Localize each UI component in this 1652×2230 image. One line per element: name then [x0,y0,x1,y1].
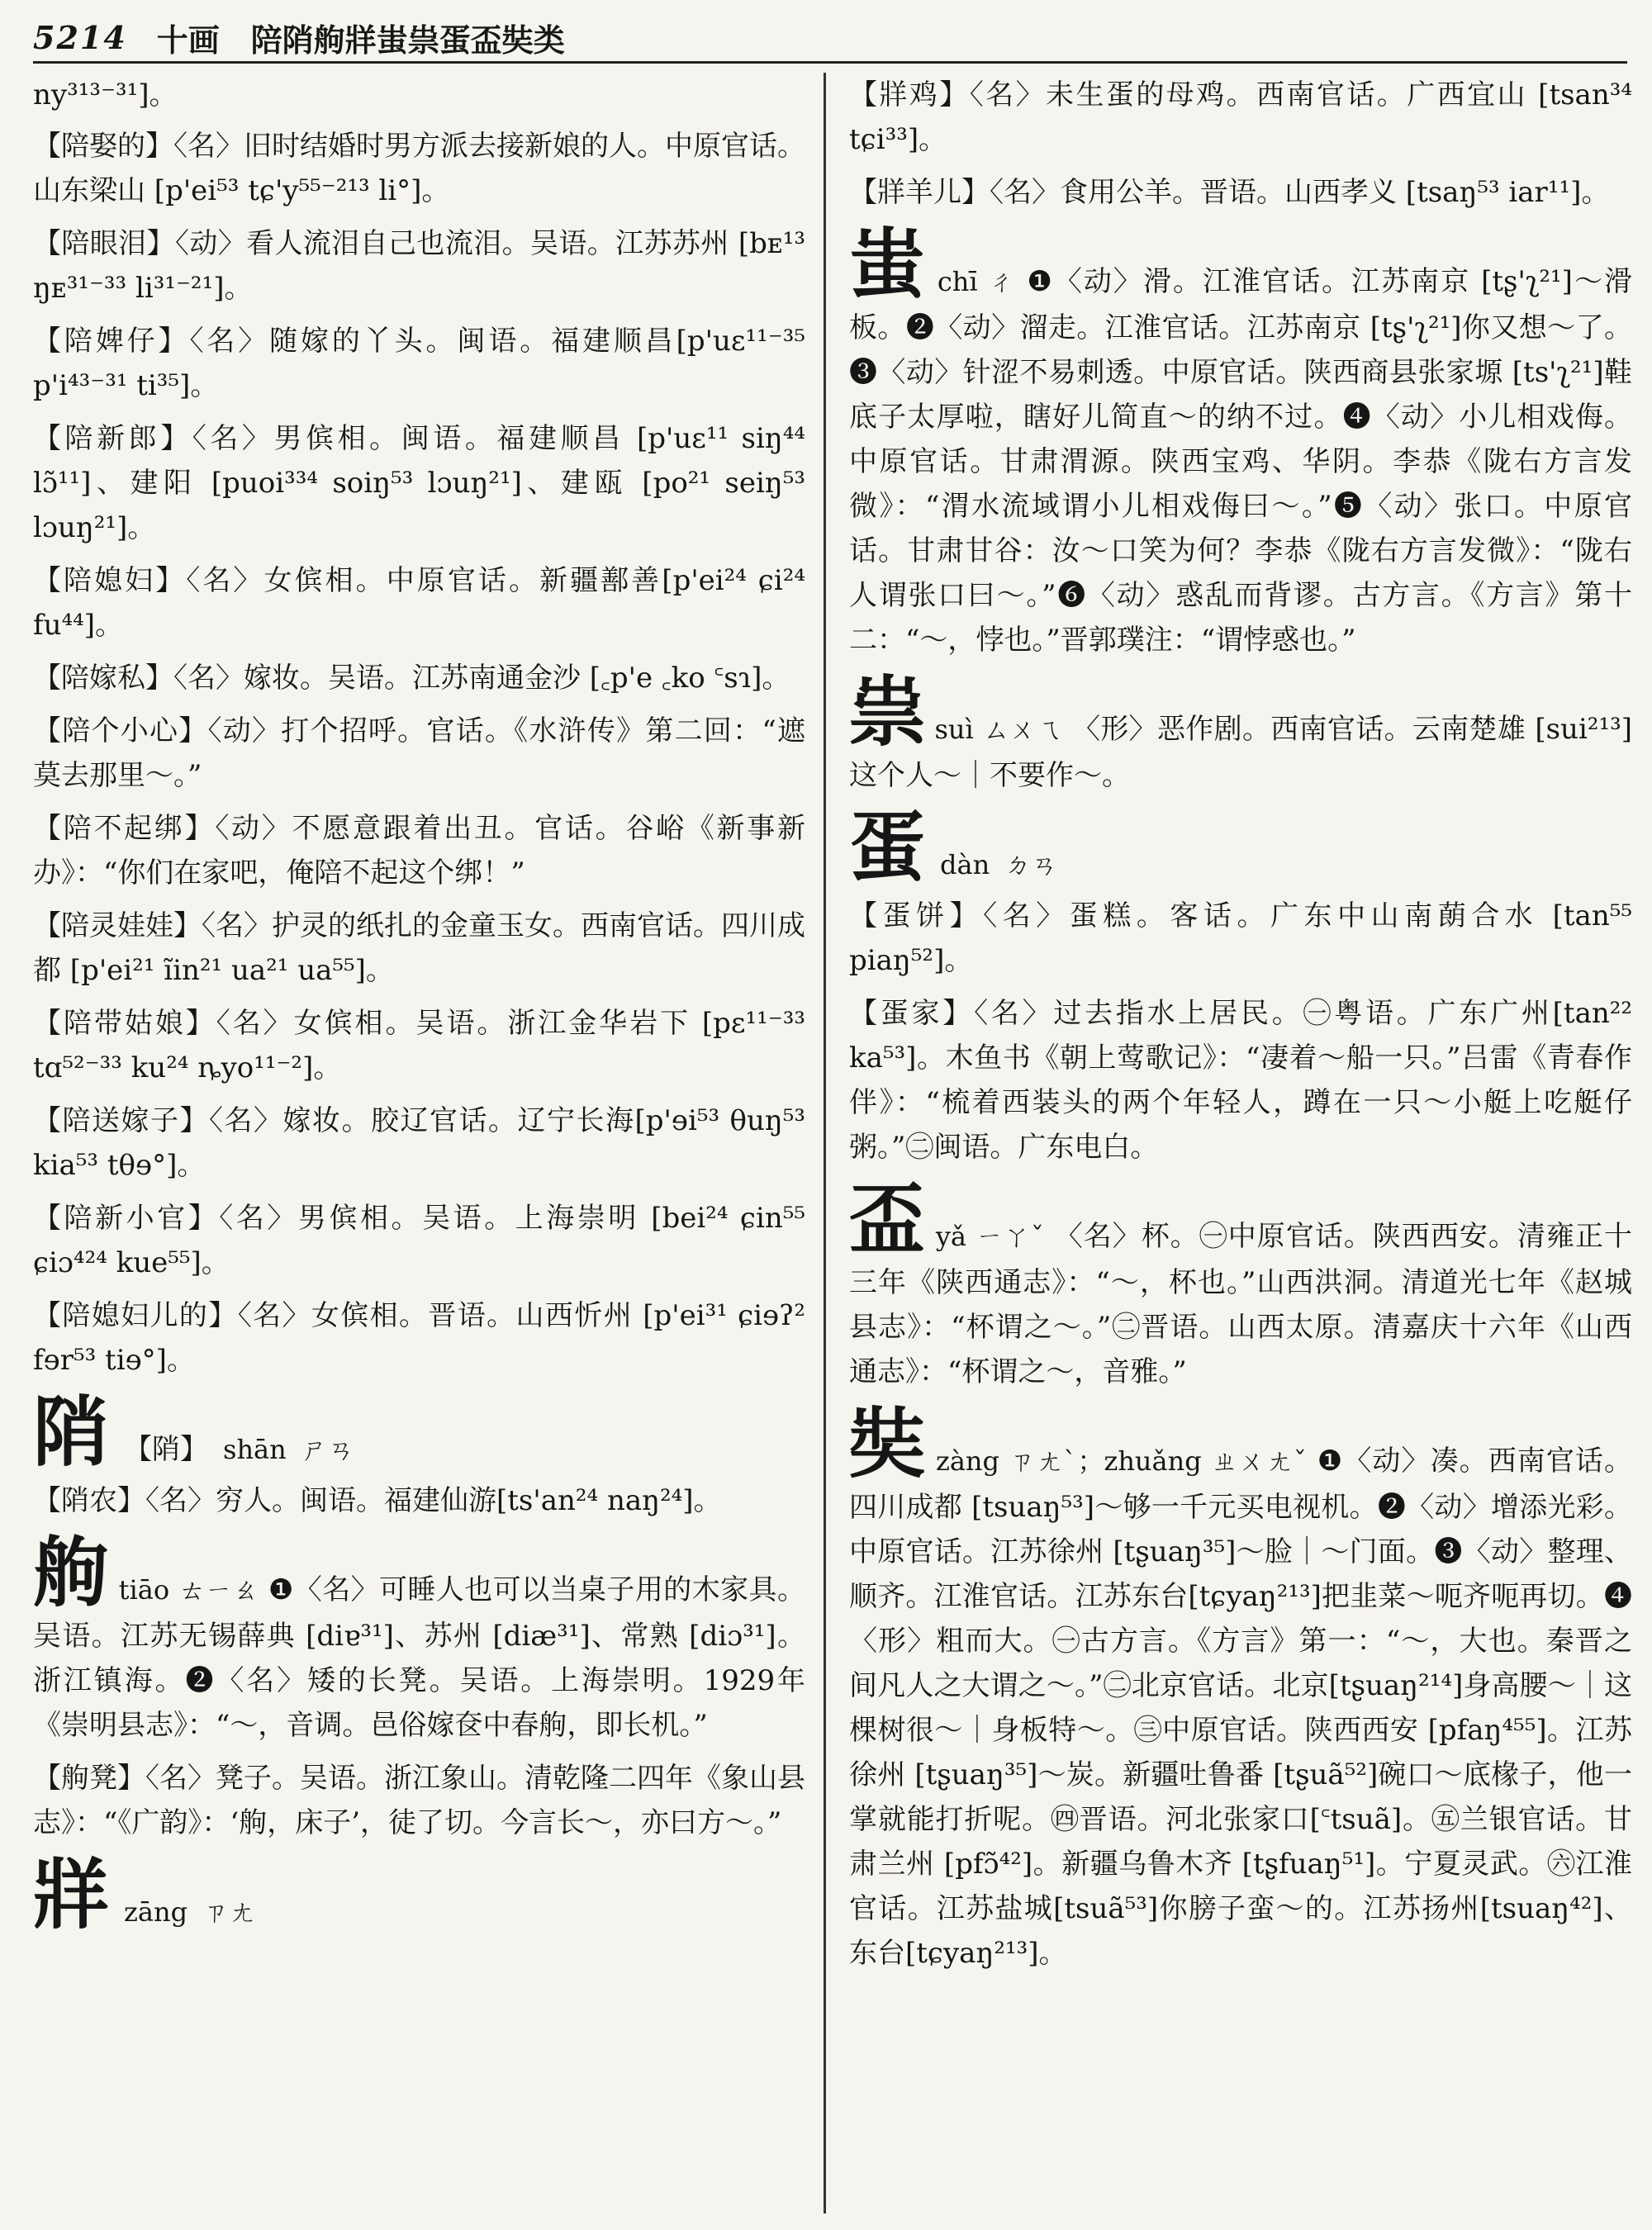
left-column [33,73,805,2220]
head-character: 奘 [849,1399,927,1488]
running-title: 十画 陪陗䑦牂蚩祟蛋盃奘类 [156,21,565,59]
dictionary-entry: 【陪婢仔】〈名〉随嫁的丫头。闽语。福建顺昌[p'uɛ¹¹⁻³⁵ p'i⁴³⁻³¹ ti³⁵]。 [33,325,805,402]
head-character: 盃 [849,1174,927,1264]
zhuyin: ㄕㄢ [301,1434,354,1465]
head-character-block [849,1174,1632,1394]
dictionary-entry: 【蛋家】〈名〉过去指水上居民。㊀粤语。广东广州[tan²² ka⁵³]。木鱼书《朝上莺歌记》：“凄着～船一只。”吕雷《青春作伴》：“梳着西装头的两个年轻人，蹲在一只～小艇上吃艇仔粥。”㊁闽语。广东电白。 [849,997,1632,1164]
head-character: 蛋 [849,803,926,892]
page-number: 5214 [33,18,127,56]
head-character: 蚩 [849,220,928,309]
head-character-block [849,803,1632,892]
zhuyin: ㄙㄨㄟ [982,714,1063,745]
dictionary-entry: 【蛋饼】〈名〉蛋糕。客话。广东中山南蓢合水 [tan⁵⁵ piaŋ⁵²]。 [849,899,1632,977]
pinyin: chī [937,266,978,297]
dictionary-entry: 【陪娶的】〈名〉旧时结婚时男方派去接新娘的人。中原官话。山东梁山 [p'ei⁵³ tɕ'y⁵⁵⁻²¹³ li°]。 [33,130,805,207]
dictionary-entry: 【陪个小心】〈动〉打个招呼。官话。《水浒传》第二回：“遮莫去那里～。” [33,714,805,792]
column-divider [824,73,826,2213]
head-character: 陗 [33,1388,110,1477]
right-column [849,73,1632,2220]
definition-text: ❶〈动〉凑。西南官话。四川成都 [tsuaŋ⁵³]～够一千元买电视机。❷〈动〉增添光彩。中原官话。江苏徐州 [tʂuaŋ³⁵]～脸｜～门面。❸〈动〉整理、顺齐。江淮官话。江苏东台[tɕyaŋ²¹³]把韭菜～呃齐呃再切。❹〈形〉粗而大。㊀古方言。《方言》第一：“～，大也。秦晋之间凡人之大谓之～。”㊁北京官话。北京[tʂuaŋ²¹⁴]身高腰～｜这棵树很～｜身板特～。㊂中原官话。陕西西安 [pfaŋ⁴⁵⁵]。江苏徐州 [tʂuaŋ³⁵]～炭。新疆吐鲁番 [tʂuã⁵²]碗口～底椽子，他一掌就能打折呢。㊃晋语。河北张家口[꜂tsuã]。㊄兰银官话。甘肃兰州 [pfɔ̃⁴²]。新疆乌鲁木齐 [tʂfuaŋ⁵¹]。宁夏灵武。㊅江淮官话。江苏盐城[tsuã⁵³]你膀子蛮～的。江苏扬州[tsuaŋ⁴²]、东台[tɕyaŋ²¹³]。 [849,1445,1632,1970]
zhuyin: ㄧㄚˇ [976,1221,1045,1252]
pinyin: zāng [124,1896,188,1928]
definition-text: ❶〈动〉滑。江淮官话。江苏南京 [tʂ'ʅ²¹]～滑板。❷〈动〉溜走。江淮官话。江苏南京 [tʂ'ʅ²¹]你又想～了。❸〈动〉针涩不易刺透。中原官话。陕西商县张家塬 [ts'ʅ²¹]鞋底子太厚啦，瞎好儿简直～的纳不过。❹〈动〉小儿相戏侮。中原官话。甘肃渭源。陕西宝鸡、华阴。李恭《陇右方言发微》：“渭水流域谓小儿相戏侮曰～。”❺〈动〉张口。中原官话。甘肃甘谷：汝～口笑为何？李恭《陇右方言发微》：“陇右人谓张口曰～。”❻〈动〉惑乱而背谬。古方言。《方言》第十二：“～，悖也。”晋郭璞注：“谓悖惑也。” [849,265,1632,657]
zhuyin: ㄉㄢ [1004,849,1058,880]
pinyin: zàng ㄗㄤˋ；zhuǎng [935,1445,1202,1477]
pinyin: tiāo [118,1574,170,1606]
head-character-block [33,1388,805,1477]
dictionary-entry: 【陪眼泪】〈动〉看人流泪自己也流泪。吴语。江苏苏州 [bᴇ¹³ ŋᴇ³¹⁻³³ li³¹⁻²¹]。 [33,227,805,305]
head-character: 䑦 [33,1528,110,1617]
definition-text: 〈名〉杯。㊀中原官话。陕西西安。清雍正十三年《陕西通志》：“～，杯也。”山西洪洞。清道光七年《赵城县志》：“杯谓之～。”㊁晋语。山西太原。清嘉庆十六年《山西通志》：“杯谓之～，音雅。” [849,1220,1632,1388]
definition-text: 〈形〉恶作剧。西南官话。云南楚雄 [sui²¹³]这个人～｜不要作～。 [849,713,1632,792]
head-character: 牂 [33,1850,110,1939]
head-character-block [849,667,1632,798]
pinyin: dàn [940,849,990,880]
head-character-block [849,1399,1632,1976]
dictionary-entry: 【牂鸡】〈名〉未生蛋的母鸡。西南官话。广西宜山 [tsan³⁴ tɕi³³]。 [849,78,1632,156]
dictionary-entry: 【陪带姑娘】〈名〉女傧相。吴语。浙江金华岩下 [pɛ¹¹⁻³³ tɑ⁵²⁻³³ ku²⁴ ȵyo¹¹⁻²]。 [33,1007,805,1084]
dictionary-entry: 【陪新郎】〈名〉男傧相。闽语。福建顺昌 [p'uɛ¹¹ siŋ⁴⁴ lɔ̃¹¹]、建阳 [puoi³³⁴ soiŋ⁵³ lɔuŋ²¹]、建瓯 [po²¹ seiŋ⁵³ lɔuŋ²¹]。 [33,422,805,544]
page-header [33,13,1627,64]
head-character-block [33,1850,805,1939]
dictionary-entry: 【陪灵娃娃】〈名〉护灵的纸扎的金童玉女。西南官话。四川成都 [p'ei²¹ ĩin²¹ ua²¹ ua⁵⁵]。 [33,909,805,987]
dictionary-entry: 【陪新小官】〈名〉男傧相。吴语。上海崇明 [bei²⁴ ɕin⁵⁵ ɕiɔ⁴²⁴ kue⁵⁵]。 [33,1202,805,1279]
dictionary-entry: 【䑦凳】〈名〉凳子。吴语。浙江象山。清乾隆二四年《象山县志》：“《广韵》：‘䑦，床子’，徒了切。今言长～，亦曰方～。” [33,1762,805,1839]
zhuyin: ㄗㄤ [202,1896,256,1928]
dictionary-entry: 【陪嫁私】〈名〉嫁妆。吴语。江苏南通金沙 [꜀p'e ꜀ko ꜂sɿ]。 [33,662,790,695]
variant-form: 【陗】 [124,1433,209,1466]
zhuyin: ㄓㄨㄤˇ [1211,1445,1308,1477]
dictionary-entry: 【牂羊儿】〈名〉食用公羊。晋语。山西孝义 [tsaŋ⁵³ iar¹¹]。 [849,176,1610,209]
dictionary-entry: 【陪媳妇】〈名〉女傧相。中原官话。新疆鄯善[p'ei²⁴ ɕi²⁴ fu⁴⁴]。 [33,564,805,642]
definition-text: ❶〈名〉可睡人也可以当桌子用的木家具。吴语。江苏无锡薛典 [diɐ³¹]、苏州 [diæ³¹]、常熟 [diɔ³¹]。浙江镇海。❷〈名〉矮的长凳。吴语。上海崇明。1929年《崇明县志》：“～，音调。邑俗嫁奁中春䑦，即长机。” [33,1573,805,1742]
pinyin: suì [934,714,974,745]
head-character-block [33,1528,805,1748]
head-character-block [849,220,1632,662]
zhuyin: ㄔ [988,266,1017,297]
dictionary-entry: 【陪媳妇儿的】〈名〉女傧相。晋语。山西忻州 [p'ei³¹ ɕiɘʔ² fɘr⁵³ tiɘ°]。 [33,1299,805,1377]
dictionary-entry: 【陪不起绑】〈动〉不愿意跟着出丑。官话。谷峪《新事新办》：“你们在家吧，俺陪不起这个绑！” [33,812,805,890]
head-character: 祟 [849,667,926,757]
pinyin: shān [223,1434,287,1465]
dictionary-entry: 【陗农】〈名〉穷人。闽语。福建仙游[ts'an²⁴ naŋ²⁴]。 [33,1484,722,1517]
continuation-text: ny³¹³⁻³¹]。 [33,78,178,112]
pinyin: yǎ [935,1221,966,1252]
zhuyin: ㄊㄧㄠ [178,1574,259,1606]
dictionary-entry: 【陪送嫁子】〈名〉嫁妆。胶辽官话。辽宁长海[p'ɘi⁵³ θuŋ⁵³ kia⁵³ tθɘ°]。 [33,1104,805,1182]
